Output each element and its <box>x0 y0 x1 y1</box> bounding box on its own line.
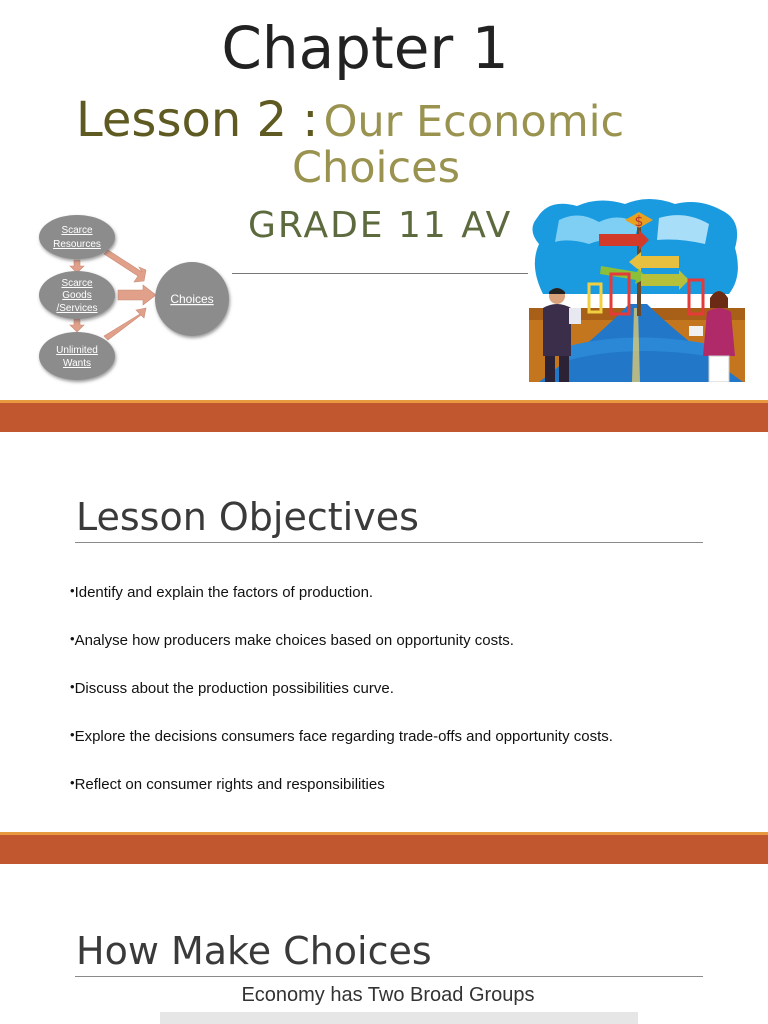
node-scarce-resources <box>39 215 115 259</box>
arrow-wants-to-choices <box>104 308 146 340</box>
grade-label: GRADE 11 AV <box>248 205 513 246</box>
label-scarce: Scarce <box>61 225 93 236</box>
arrow-resources-to-choices <box>104 250 146 282</box>
choices-heading: How Make Choices <box>76 929 432 973</box>
choices-divider <box>75 976 703 977</box>
list-item: • Explore the decisions consumers face regarding trade-offs and opportunity costs. <box>70 726 613 774</box>
lesson-title <box>76 92 624 148</box>
lesson-title-part-1: Our Economic <box>323 97 625 147</box>
list-item: • Discuss about the production possibilities curve. <box>70 678 613 726</box>
objectives-divider <box>75 542 703 543</box>
choices-slide <box>0 864 768 1024</box>
title-slide <box>0 0 768 400</box>
slide-separator-band <box>0 400 768 432</box>
title-divider <box>232 273 528 274</box>
node-unlimited-wants <box>39 332 115 380</box>
objectives-list <box>70 582 613 822</box>
lesson-number: Lesson 2 : <box>76 92 319 148</box>
slide-separator-band <box>0 832 768 864</box>
label-resources: Resources <box>53 239 101 250</box>
content-box <box>160 1012 638 1024</box>
objectives-heading: Lesson Objectives <box>76 495 419 539</box>
list-item: • Identify and explain the factors of production. <box>70 582 613 630</box>
choices-diagram <box>28 204 238 394</box>
lesson-title-part-2: Choices <box>291 143 461 193</box>
arrow-goods-to-wants <box>70 319 84 332</box>
label-goods: Goods <box>62 290 92 301</box>
svg-text:$: $ <box>634 214 644 230</box>
crossroads-illustration <box>529 196 745 382</box>
label-unlimited: Unlimited <box>56 345 98 356</box>
arrow-goods-to-choices <box>118 285 156 305</box>
objectives-slide <box>0 432 768 832</box>
choices-subheading: Economy has Two Broad Groups <box>241 984 535 1006</box>
list-item: • Reflect on consumer rights and responsibilities <box>70 774 613 822</box>
label-scarce-2: Scarce <box>61 278 93 289</box>
label-services: /Services <box>56 303 98 314</box>
chapter-title: Chapter 1 <box>221 14 509 82</box>
label-wants: Wants <box>63 358 91 369</box>
list-item: • Analyse how producers make choices based on opportunity costs. <box>70 630 613 678</box>
label-choices: Choices <box>170 292 214 306</box>
